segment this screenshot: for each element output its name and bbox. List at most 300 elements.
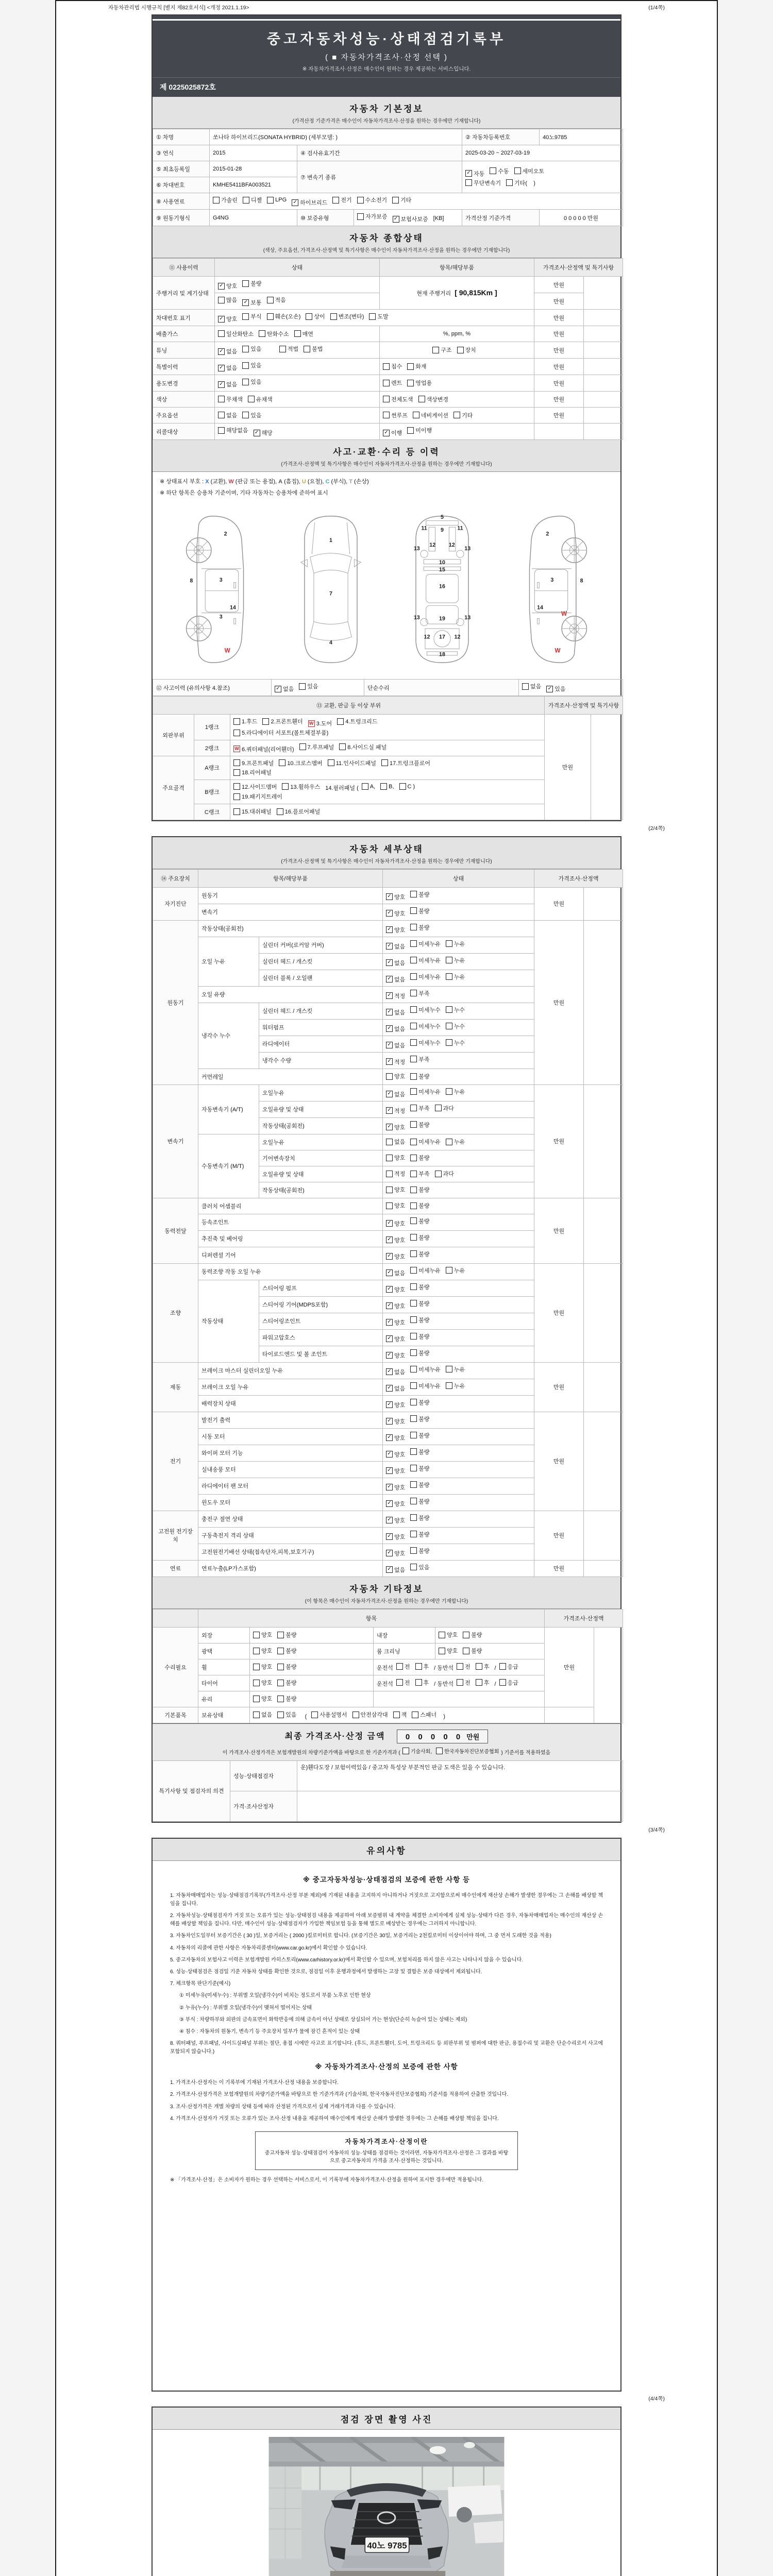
checkbox-양호[interactable] [386, 1467, 405, 1475]
checkbox-없음[interactable] [218, 380, 237, 388]
checkbox-18.리어패널[interactable] [233, 768, 272, 776]
checkbox-불량[interactable] [410, 890, 429, 899]
checkbox-없음[interactable] [386, 975, 405, 984]
checkbox-label: 있음 [307, 684, 318, 690]
checkbox-box [413, 412, 419, 418]
checkbox-불량[interactable] [410, 1415, 429, 1423]
checkbox-label: 불량 [418, 1449, 430, 1455]
checkbox-미세누수[interactable] [410, 1006, 441, 1014]
checkbox-전체도색[interactable] [383, 395, 413, 403]
checkbox-cell [383, 1052, 534, 1069]
checkbox-구조[interactable] [432, 346, 451, 354]
cell [462, 145, 623, 161]
front-wheel-icon [562, 538, 586, 563]
cell-text: 외장 [201, 1632, 213, 1639]
checkbox-양호[interactable] [253, 1679, 272, 1687]
checkbox-A,[interactable] [362, 783, 375, 790]
checkbox-무채색[interactable] [218, 395, 243, 403]
checkbox-15.대쉬패널[interactable] [233, 807, 272, 816]
checkbox-양호[interactable] [386, 1072, 405, 1080]
checkbox-자가보증[interactable] [357, 212, 388, 221]
checkbox-없음[interactable] [218, 347, 237, 355]
cell [198, 1230, 383, 1247]
checkbox-양호[interactable] [386, 1154, 405, 1162]
inspection-report-document [55, 0, 718, 2576]
checkbox-디젤[interactable] [243, 196, 262, 204]
checkbox-불량[interactable] [410, 1072, 429, 1080]
checkbox-불량[interactable] [463, 1631, 482, 1639]
checkbox-불량[interactable] [410, 1530, 429, 1538]
panel-number-8: 8 [580, 578, 583, 584]
checkbox-적정[interactable] [386, 1058, 405, 1066]
checkbox-불량[interactable] [410, 923, 429, 931]
checkbox-불량[interactable] [277, 1647, 296, 1655]
cell [259, 1182, 383, 1198]
checkbox-cell [230, 740, 545, 756]
checkbox-17.트렁크플로어[interactable] [381, 759, 430, 767]
document-title: 중고자동차성능·상태점검기록부 [266, 31, 507, 47]
checkbox-네비게이션[interactable] [413, 411, 448, 419]
checkbox-있음[interactable] [277, 1710, 296, 1719]
checkbox-cell [383, 1198, 534, 1214]
checkbox-기술사회,[interactable] [402, 1747, 432, 1755]
checkbox-누수[interactable] [446, 1006, 465, 1014]
checkbox-부족[interactable] [410, 1170, 429, 1178]
checkbox-9.프론트패널[interactable] [233, 759, 274, 767]
checkbox-7.루프패널[interactable] [299, 743, 334, 751]
checkbox-label: 불량 [250, 281, 262, 287]
checkbox-box [262, 718, 269, 725]
checkbox-사용설명서[interactable] [311, 1710, 347, 1719]
checkbox-적정[interactable] [386, 1170, 405, 1178]
checkbox-불량[interactable] [410, 1250, 429, 1258]
checkbox-부식[interactable] [242, 312, 261, 320]
checkbox-미세누유[interactable] [410, 1088, 441, 1096]
checkbox-해당[interactable] [254, 429, 273, 437]
checkbox-불량[interactable] [410, 1283, 429, 1291]
checkbox-불량[interactable] [410, 907, 429, 915]
cell-text: 냉각수 수량 [262, 1058, 292, 1064]
checkbox-부족[interactable] [410, 1104, 429, 1112]
checkbox-가솔린[interactable] [213, 196, 238, 204]
checkbox-label: 1.후드 [242, 719, 258, 725]
checkbox-과다[interactable] [435, 1170, 454, 1178]
checkbox-썬루프[interactable] [383, 411, 408, 419]
detail-state-section-header [153, 837, 620, 869]
checkbox-변조(변타)[interactable] [330, 312, 364, 320]
checkbox-양호[interactable] [386, 1318, 405, 1327]
checkbox-없음[interactable] [386, 1025, 405, 1033]
checkbox-이행[interactable] [383, 429, 402, 437]
checkbox-10.크로스멤버[interactable] [279, 759, 322, 767]
cell [153, 1511, 198, 1560]
checkbox-양호[interactable] [386, 1533, 405, 1541]
cell-text: 라디에이터 팬 모터 [201, 1483, 249, 1489]
checkbox-불량[interactable] [410, 1121, 429, 1129]
checkbox-box [282, 783, 289, 790]
checkbox-label: 양호 [394, 1402, 406, 1409]
checkbox-19.패키지트레이[interactable] [233, 792, 282, 801]
misc-info-table [153, 1609, 620, 1723]
checkbox-4.트렁크리드[interactable] [337, 717, 377, 725]
checkbox-8.사이드실 패널[interactable] [339, 743, 386, 751]
checkbox-양호[interactable] [386, 1123, 405, 1131]
checkbox-부족[interactable] [410, 1055, 429, 1063]
checkbox-없음[interactable] [386, 959, 405, 967]
checkbox-불량[interactable] [410, 1154, 429, 1162]
checkbox-없음[interactable] [386, 1041, 405, 1049]
checkbox-누유[interactable] [446, 1266, 465, 1275]
checkbox-양호[interactable] [386, 1417, 405, 1426]
checkbox-양호[interactable] [386, 1483, 405, 1492]
checkbox-label: 불량 [418, 1300, 430, 1307]
misc-info-title: 자동차 기타정보 [349, 1584, 424, 1594]
checkbox-전[interactable] [396, 1663, 410, 1671]
checkbox-box: ✓ [386, 1517, 393, 1523]
checkbox-label: 불량 [285, 1696, 297, 1703]
checkbox-탄화수소[interactable] [259, 330, 289, 338]
checkbox-양호[interactable] [386, 1236, 405, 1244]
checkbox-양호[interactable] [253, 1663, 272, 1671]
checkbox-색상변경[interactable] [418, 395, 449, 403]
checkbox-양호[interactable] [386, 1302, 405, 1310]
overall-state-section-header [153, 226, 620, 258]
checkbox-도말[interactable] [369, 312, 388, 320]
checkbox-없음[interactable] [386, 1269, 405, 1277]
checkbox-기타[interactable] [392, 196, 411, 204]
checkbox-불량[interactable] [410, 1201, 429, 1210]
checkbox-없음[interactable] [386, 1090, 405, 1098]
cell [534, 408, 584, 423]
overall-state-subtitle: (색상, 주요옵션, 가격조사·산정액 및 특기사항은 매수인이 자동차가격조사·산정을 원하는 경우에만 기재합니다) [263, 248, 510, 253]
checkbox-보통[interactable] [242, 298, 261, 307]
checkbox-미세누유[interactable] [410, 1266, 441, 1275]
checkbox-렌트[interactable] [383, 379, 402, 387]
checkbox-후[interactable] [476, 1663, 490, 1671]
checkbox-전[interactable] [457, 1663, 470, 1671]
checkbox-label: 불량 [418, 1531, 430, 1538]
checkbox-없음[interactable] [218, 364, 237, 372]
checkbox-양호[interactable] [253, 1694, 272, 1703]
checkbox-후[interactable] [415, 1679, 429, 1687]
checkbox-전[interactable] [396, 1679, 410, 1687]
checkbox-불량[interactable] [242, 279, 261, 287]
checkbox-cell [383, 1069, 534, 1084]
checkbox-label: 불량 [418, 1333, 430, 1340]
checkbox-있음[interactable] [242, 345, 261, 353]
checkbox-label: 16.플로어패널 [284, 809, 321, 816]
checkbox-양호[interactable] [386, 1185, 405, 1194]
checkbox-하이브리드[interactable] [292, 198, 327, 207]
checkbox-3.도어[interactable] [308, 719, 332, 727]
checkbox-불량[interactable] [410, 1398, 429, 1406]
checkbox-16.플로어패널[interactable] [277, 807, 320, 816]
checkbox-불량[interactable] [410, 1332, 429, 1341]
checkbox-불량[interactable] [410, 1299, 429, 1308]
checkbox-화재[interactable] [407, 362, 426, 370]
checkbox-부족[interactable] [410, 989, 429, 997]
checkbox-상이[interactable] [306, 312, 325, 320]
cell-text: ⑪ 사용이력 [169, 265, 198, 271]
checkbox-응급[interactable] [499, 1663, 518, 1671]
checkbox-양호[interactable] [386, 909, 405, 918]
checkbox-불량[interactable] [410, 1185, 429, 1194]
cell-text: 작동상태(공회전) [262, 1187, 305, 1194]
checkbox-양호[interactable] [386, 1516, 405, 1524]
checkbox-침수[interactable] [383, 362, 402, 370]
checkbox-해당없음[interactable] [218, 426, 248, 434]
checkbox-label: 양호 [394, 1451, 406, 1458]
checkbox-cell [380, 359, 534, 375]
cell [198, 1494, 383, 1511]
checkbox-box: ✓ [386, 1368, 393, 1375]
cell [374, 1627, 435, 1643]
checkbox-없음[interactable] [218, 411, 237, 419]
checkbox-불량[interactable] [410, 1431, 429, 1439]
basic-info-subtitle: (가격산정 기준가격은 매수인이 자동차가격조사·산정을 원하는 경우에만 기재합니다) [292, 118, 481, 124]
checkbox-LPG[interactable] [267, 197, 287, 204]
checkbox-누유[interactable] [446, 973, 465, 981]
checkbox-없음[interactable] [386, 1566, 405, 1574]
checkbox-label: 양호 [394, 1124, 406, 1131]
page-marker-2: (2/4쪽) [648, 825, 665, 832]
checkbox-box: ✓ [218, 381, 225, 388]
checkbox-미세누수[interactable] [410, 1039, 441, 1047]
cell-text: 만원 [553, 315, 565, 321]
checkbox-11.인사이드패널[interactable] [328, 759, 376, 767]
checkbox-미세누수[interactable] [410, 1022, 441, 1030]
checkbox-누유[interactable] [446, 1382, 465, 1390]
checkbox-응급[interactable] [499, 1679, 518, 1687]
checkbox-훼손(오손)[interactable] [267, 312, 301, 320]
cell-text: C랭크 [204, 809, 220, 816]
checkbox-영업용[interactable] [407, 379, 432, 387]
checkbox-누유[interactable] [446, 1088, 465, 1096]
checkbox-6.쿼터패널(리어휀더)[interactable] [233, 745, 294, 753]
checkbox-있음[interactable] [242, 378, 261, 386]
checkbox-양호[interactable] [253, 1647, 272, 1655]
meta-line [108, 1, 665, 14]
checkbox-양호[interactable] [386, 1434, 405, 1442]
checkbox-2.프론트휀더[interactable] [262, 717, 303, 725]
checkbox-불량[interactable] [410, 1233, 429, 1242]
checkbox-과다[interactable] [435, 1104, 454, 1112]
checkbox-불량[interactable] [410, 1349, 429, 1357]
checkbox-불량[interactable] [410, 1448, 429, 1456]
checkbox-label: 없음 [261, 1712, 273, 1719]
checkbox-C )[interactable] [399, 783, 415, 790]
checkbox-없음[interactable] [386, 1384, 405, 1393]
car-top-diagram [287, 507, 375, 672]
checkbox-없음[interactable] [386, 1008, 405, 1016]
checkbox-누수[interactable] [446, 1022, 465, 1030]
checkbox-적정[interactable] [386, 992, 405, 1000]
checkbox-13.휠하우스[interactable] [282, 783, 320, 791]
final-price-amount: 0 0 0 0 0 만원 [397, 1730, 489, 1743]
checkbox-B,[interactable] [380, 783, 394, 790]
checkbox-없음[interactable] [275, 685, 294, 693]
checkbox-양호[interactable] [386, 926, 405, 934]
checkbox-있음[interactable] [299, 682, 318, 690]
panel-number-17: 17 [439, 634, 445, 640]
checkbox-box [277, 1680, 284, 1686]
checkbox-없음[interactable] [386, 1138, 405, 1146]
cell-text: 색상 [156, 397, 167, 403]
cell-text: 오일유량 및 상태 [262, 1171, 304, 1178]
checkbox-불량[interactable] [410, 1316, 429, 1324]
notice-item: 3. 자동차인도일부터 보증기간은 ( 30 )일, 보증거리는 ( 2000 )킬로미터로 합니다. (보증기간은 30일, 보증거리는 2천킬로미터 이상이어야 하며, 그 중 먼저 도래한 것을 적용) [170, 1933, 551, 1939]
cell-value: [ 90,815Km ] [455, 289, 497, 297]
checkbox-수소전기[interactable] [357, 196, 388, 204]
checkbox-한국자동차진단보증협회[interactable] [436, 1747, 499, 1755]
checkbox-있음[interactable] [242, 411, 261, 419]
checkbox-누유[interactable] [446, 956, 465, 964]
checkbox-적법[interactable] [279, 345, 298, 353]
checkbox-불량[interactable] [277, 1694, 296, 1703]
checkbox-양호[interactable] [386, 1500, 405, 1508]
checkbox-있음[interactable] [410, 1563, 429, 1571]
checkbox-box [277, 1632, 284, 1638]
checkbox-불량[interactable] [463, 1647, 482, 1655]
checkbox-양호[interactable] [386, 1351, 405, 1360]
checkbox-양호[interactable] [386, 1549, 405, 1557]
checkbox-box: ✓ [386, 1434, 393, 1441]
checkbox-미세누유[interactable] [410, 1138, 441, 1146]
cell [153, 1707, 198, 1723]
checkbox-1.후드[interactable] [233, 717, 257, 725]
checkbox-전기[interactable] [332, 196, 351, 204]
notice-item: 4. 가격조사·산정자가 거짓 또는 오류가 있는 조사·산정 내용을 제공하여 매수인에게 재산상 손해가 발생한 경우에는 그 손해를 배상할 책임을 집니다. [170, 2115, 499, 2122]
checkbox-불량[interactable] [277, 1663, 296, 1671]
checkbox-후[interactable] [415, 1663, 429, 1671]
checkbox-box: ✓ [383, 430, 390, 436]
checkbox-무단변속기[interactable] [465, 179, 501, 187]
checkbox-기타( )[interactable] [506, 179, 535, 187]
checkbox-미세누유[interactable] [410, 940, 441, 948]
checkbox-불량[interactable] [410, 1464, 429, 1472]
checkbox-불량[interactable] [410, 1514, 429, 1522]
panel-number-19: 19 [439, 615, 445, 622]
checkbox-있음[interactable] [546, 685, 565, 693]
checkbox-불량[interactable] [277, 1679, 296, 1687]
checkbox-미세누유[interactable] [410, 1382, 441, 1390]
checkbox-label: 이행 [391, 430, 402, 436]
checkbox-label: 양호 [394, 1336, 406, 1343]
checkbox-양호[interactable] [386, 1201, 405, 1210]
checkbox-12.사이드멤버[interactable] [233, 783, 277, 791]
checkbox-없음[interactable] [522, 682, 541, 690]
checkbox-5.라디에이터 서포트(볼트체결부품)[interactable] [233, 728, 328, 737]
checkbox-보험사보증[interactable] [393, 215, 428, 223]
checkbox-양호[interactable] [253, 1631, 272, 1639]
checkbox-label: 불량 [285, 1664, 297, 1671]
cell [153, 342, 215, 359]
checkbox-양호[interactable] [218, 315, 237, 323]
checkbox-불량[interactable] [410, 1497, 429, 1505]
checkbox-스패너[interactable] [412, 1710, 436, 1719]
cell-text: 타이로드엔드 및 볼 조인트 [262, 1351, 328, 1358]
checkbox-일산화탄소[interactable] [218, 330, 254, 338]
checkbox-label: 없음 [394, 976, 406, 983]
checkbox-많음[interactable] [218, 296, 237, 304]
checkbox-자동[interactable] [465, 170, 484, 178]
checkbox-전[interactable] [457, 1679, 470, 1687]
cell [534, 1412, 584, 1511]
checkbox-불량[interactable] [410, 1481, 429, 1489]
cell [198, 1263, 383, 1280]
checkbox-기타[interactable] [453, 411, 473, 419]
checkbox-label: 양호 [394, 1286, 406, 1293]
checkbox-없음[interactable] [253, 1710, 272, 1719]
checkbox-양호[interactable] [386, 1219, 405, 1228]
checkbox-양호[interactable] [386, 1285, 405, 1294]
checkbox-누수[interactable] [446, 1039, 465, 1047]
checkbox-양호[interactable] [386, 1335, 405, 1343]
cell [534, 392, 584, 408]
cell [198, 1675, 250, 1691]
cell-text: 스티어링 펌프 [262, 1285, 297, 1292]
checkbox-양호[interactable] [439, 1631, 458, 1639]
checkbox-없음[interactable] [386, 942, 405, 951]
checkbox-box: ✓ [386, 1009, 393, 1015]
checkbox-장치[interactable] [457, 346, 476, 354]
checkbox-box [407, 380, 414, 386]
checkbox-안전삼각대[interactable] [352, 1710, 388, 1719]
checkbox-양호[interactable] [386, 893, 405, 901]
checkbox-양호[interactable] [439, 1647, 458, 1655]
checkbox-cell [230, 715, 545, 740]
checkbox-불량[interactable] [410, 1217, 429, 1225]
checkbox-cell [380, 392, 534, 408]
checkbox-세미오토[interactable] [514, 167, 545, 175]
checkbox-누유[interactable] [446, 1138, 465, 1146]
checkbox-box: ✓ [386, 1467, 393, 1474]
checkbox-cell [380, 342, 534, 359]
checkbox-불법[interactable] [304, 345, 323, 353]
checkbox-수동[interactable] [490, 167, 509, 175]
checkbox-적정[interactable] [386, 1107, 405, 1115]
checkbox-잭[interactable] [393, 1710, 407, 1719]
checkbox-label: 미세누수 [418, 1007, 441, 1013]
cell-text: 동력전달 [164, 1228, 187, 1234]
checkbox-유채색[interactable] [248, 395, 273, 403]
checkbox-누유[interactable] [446, 940, 465, 948]
checkbox-적음[interactable] [267, 296, 286, 304]
checkbox-box [386, 1171, 393, 1177]
checkbox-미세누유[interactable] [410, 956, 441, 964]
checkbox-양호[interactable] [386, 1252, 405, 1261]
checkbox-불량[interactable] [410, 1547, 429, 1555]
checkbox-box [476, 1679, 482, 1686]
checkbox-양호[interactable] [386, 1450, 405, 1459]
checkbox-후[interactable] [476, 1679, 490, 1687]
checkbox-cell [250, 1675, 374, 1691]
checkbox-누유[interactable] [446, 1365, 465, 1374]
checkbox-있음[interactable] [242, 361, 261, 369]
checkbox-양호[interactable] [218, 282, 237, 290]
column-header [153, 1609, 198, 1627]
checkbox-양호[interactable] [386, 1401, 405, 1409]
checkbox-매연[interactable] [294, 330, 313, 338]
checkbox-미세누유[interactable] [410, 973, 441, 981]
checkbox-불량[interactable] [277, 1631, 296, 1639]
cell [153, 1560, 198, 1577]
checkbox-없음[interactable] [386, 1368, 405, 1376]
checkbox-미세누유[interactable] [410, 1365, 441, 1374]
checkbox-미이행[interactable] [407, 426, 432, 434]
cell-text: ⑭ 주요장치 [161, 875, 190, 882]
checkbox-cell [250, 1627, 374, 1643]
